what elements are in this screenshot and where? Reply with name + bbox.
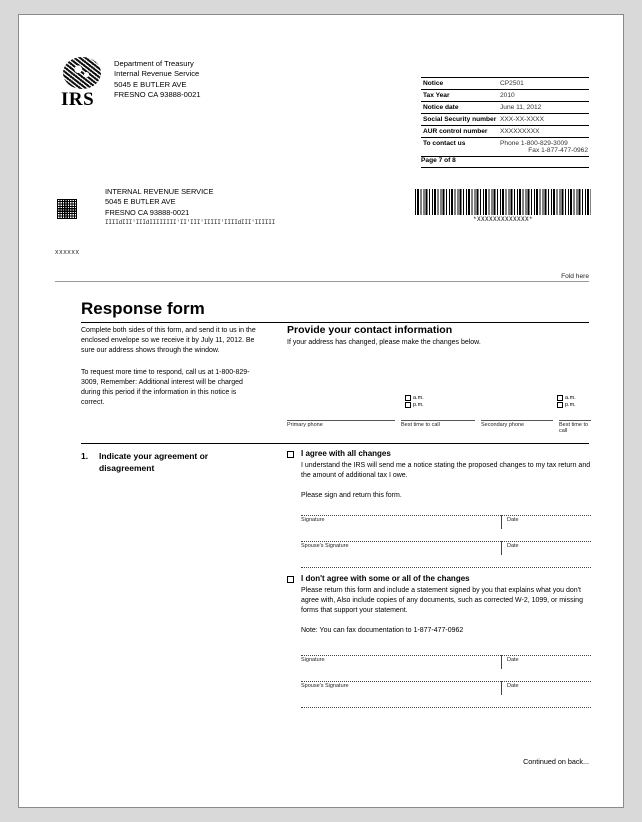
title-divider — [81, 322, 589, 323]
question-number: 1. — [81, 451, 89, 461]
table-row — [421, 138, 589, 157]
document-page — [18, 14, 624, 808]
agency-line-3: 5045 E BUTLER AVE — [114, 79, 187, 89]
placeholder-marks: xxxxxx — [55, 249, 80, 256]
signature-row[interactable] — [301, 655, 591, 681]
notice-date-label: Notice date — [421, 102, 498, 114]
best-time-input-2[interactable] — [559, 420, 591, 421]
page-number: Page 7 of 8 — [421, 157, 589, 168]
best-time-label-1: Best time to call — [401, 422, 440, 428]
tax-year-value: 2010 — [498, 90, 589, 102]
notice-info-table — [421, 77, 589, 157]
disagree-checkbox[interactable] — [287, 576, 294, 583]
pm-label-1: p.m. — [413, 402, 424, 409]
aur-label: AUR control number — [421, 126, 498, 138]
recipient-route-code: IIIIdIII'IIIdIIIIIIII'II'III'IIIII'IIIIdIII'IIIIII — [105, 219, 276, 227]
barcode — [415, 189, 591, 223]
agree-checkbox[interactable] — [287, 451, 294, 458]
notice-date-value: June 11, 2012 — [498, 102, 589, 114]
best-time-label-2: Best time to call — [559, 422, 589, 434]
spouse-signature-row[interactable] — [301, 541, 591, 567]
contact-section-subheading: If your address has changed, please make the changes below. — [287, 339, 481, 346]
pm-checkbox-1[interactable] — [405, 402, 411, 408]
recipient-line-3: FRESNO CA 93888-0021 — [105, 207, 190, 217]
signature-label: Signature — [301, 517, 325, 523]
table-row — [421, 90, 589, 102]
primary-phone-label: Primary phone — [287, 422, 323, 428]
secondary-phone-input[interactable] — [481, 420, 553, 421]
disagree-body — [301, 586, 591, 636]
am-label-2: a.m. — [565, 395, 576, 402]
irs-logo — [61, 57, 109, 109]
agree-body — [301, 461, 591, 501]
signature-line[interactable] — [301, 655, 591, 656]
disagree-paragraph-1: Please return this form and include a statement signed by you that explains what you don't agree with, Also include copies of any documents, such as corrected W-2, 1099, or missing forms that support your statement. — [301, 587, 583, 614]
pm-label-2: p.m. — [565, 402, 576, 409]
agree-paragraph-2: Please sign and return this form. — [301, 492, 402, 499]
agency-line-4: FRESNO CA 93888-0021 — [114, 90, 201, 100]
agree-signature-block[interactable] — [301, 515, 591, 573]
agree-heading: I agree with all changes — [301, 449, 391, 458]
instruction-paragraph-2: To request more time to respond, call us at 1-800-829-3009, Remember: Additional interest will be charged during this period if the information in this notice is correct. — [81, 368, 250, 407]
contact-phone: Phone 1-800-829-3009 — [500, 140, 568, 147]
am-label-1: a.m. — [413, 395, 424, 402]
agency-line-2: Internal Revenue Service — [114, 69, 200, 79]
spouse-signature-line[interactable] — [301, 541, 591, 542]
recipient-line-2: 5045 E BUTLER AVE — [105, 197, 176, 207]
disagree-paragraph-2: Note: You can fax documentation to 1-877-477-0962 — [301, 627, 464, 634]
best-time-ampm-1[interactable] — [405, 395, 424, 409]
signature-row[interactable] — [301, 515, 591, 541]
question-text: Indicate your agreement or disagreement — [99, 451, 209, 473]
spouse-date-label: Date — [507, 543, 519, 549]
mail-datamatrix-icon — [57, 199, 77, 219]
spouse-signature-line[interactable] — [301, 681, 591, 682]
agree-paragraph-1: I understand the IRS will send me a notice stating the proposed changes to my tax return and the amount of additional tax I owe. — [301, 462, 591, 479]
best-time-ampm-2[interactable] — [557, 395, 576, 409]
continued-note: Continued on back... — [523, 757, 589, 766]
table-row — [421, 78, 589, 90]
pm-checkbox-2[interactable] — [557, 402, 563, 408]
am-checkbox-1[interactable] — [405, 395, 411, 401]
best-time-input-1[interactable] — [401, 420, 475, 421]
date-label: Date — [507, 517, 519, 523]
page-title: Response form — [81, 299, 205, 318]
spouse-signature-divider — [501, 681, 502, 695]
fold-here-label: Fold here — [561, 273, 589, 280]
table-row — [421, 114, 589, 126]
spouse-date-label: Date — [507, 683, 519, 689]
aur-value: XXXXXXXXX — [498, 126, 589, 138]
fold-line — [55, 281, 589, 282]
signature-label: Signature — [301, 657, 325, 663]
agency-address — [114, 59, 201, 101]
response-instructions — [81, 326, 256, 419]
tax-year-label: Tax Year — [421, 90, 498, 102]
primary-phone-input[interactable] — [287, 420, 395, 421]
contact-us-value — [498, 138, 589, 157]
spouse-signature-label: Spouse's Signature — [301, 543, 349, 549]
document-header — [19, 15, 623, 165]
recipient-line-1: INTERNAL REVENUE SERVICE — [105, 187, 214, 196]
contact-fax: Fax 1-877-477-0962 — [528, 147, 588, 154]
signature-bottom-row — [301, 567, 591, 573]
am-checkbox-2[interactable] — [557, 395, 563, 401]
irs-wordmark: IRS — [61, 89, 95, 110]
instruction-paragraph-1: Complete both sides of this form, and send it to us in the enclosed envelope so we receive it by July 11, 2012. Be sure our address shows through the window. — [81, 327, 256, 355]
contact-us-label: To contact us — [421, 138, 498, 157]
signature-bottom-line — [301, 707, 591, 708]
date-label: Date — [507, 657, 519, 663]
option-agree[interactable] — [287, 449, 591, 511]
contact-section-heading: Provide your contact information — [287, 324, 453, 336]
signature-divider — [501, 515, 502, 529]
signature-bottom-line — [301, 567, 591, 568]
ssn-value: XXX-XX-XXXX — [498, 114, 589, 126]
agency-line-1: Department of Treasury — [114, 59, 194, 68]
notice-value: CP2501 — [498, 78, 589, 90]
spouse-signature-label: Spouse's Signature — [301, 683, 349, 689]
barcode-bars-icon — [415, 189, 591, 215]
question-divider — [81, 443, 589, 444]
secondary-phone-label: Secondary phone — [481, 422, 525, 428]
disagree-heading: I don't agree with some or all of the changes — [301, 574, 470, 583]
signature-bottom-row — [301, 707, 591, 713]
table-row — [421, 102, 589, 114]
signature-line[interactable] — [301, 515, 591, 516]
ssn-label: Social Security number — [421, 114, 498, 126]
table-row — [421, 126, 589, 138]
disagree-signature-block[interactable] — [301, 655, 591, 713]
option-disagree[interactable] — [287, 574, 591, 646]
irs-seal-icon — [63, 57, 101, 89]
barcode-text: *XXXXXXXXXXXXX* — [472, 216, 533, 223]
signature-divider — [501, 655, 502, 669]
spouse-signature-row[interactable] — [301, 681, 591, 707]
notice-label: Notice — [421, 78, 498, 90]
spouse-signature-divider — [501, 541, 502, 555]
recipient-address — [105, 187, 275, 229]
